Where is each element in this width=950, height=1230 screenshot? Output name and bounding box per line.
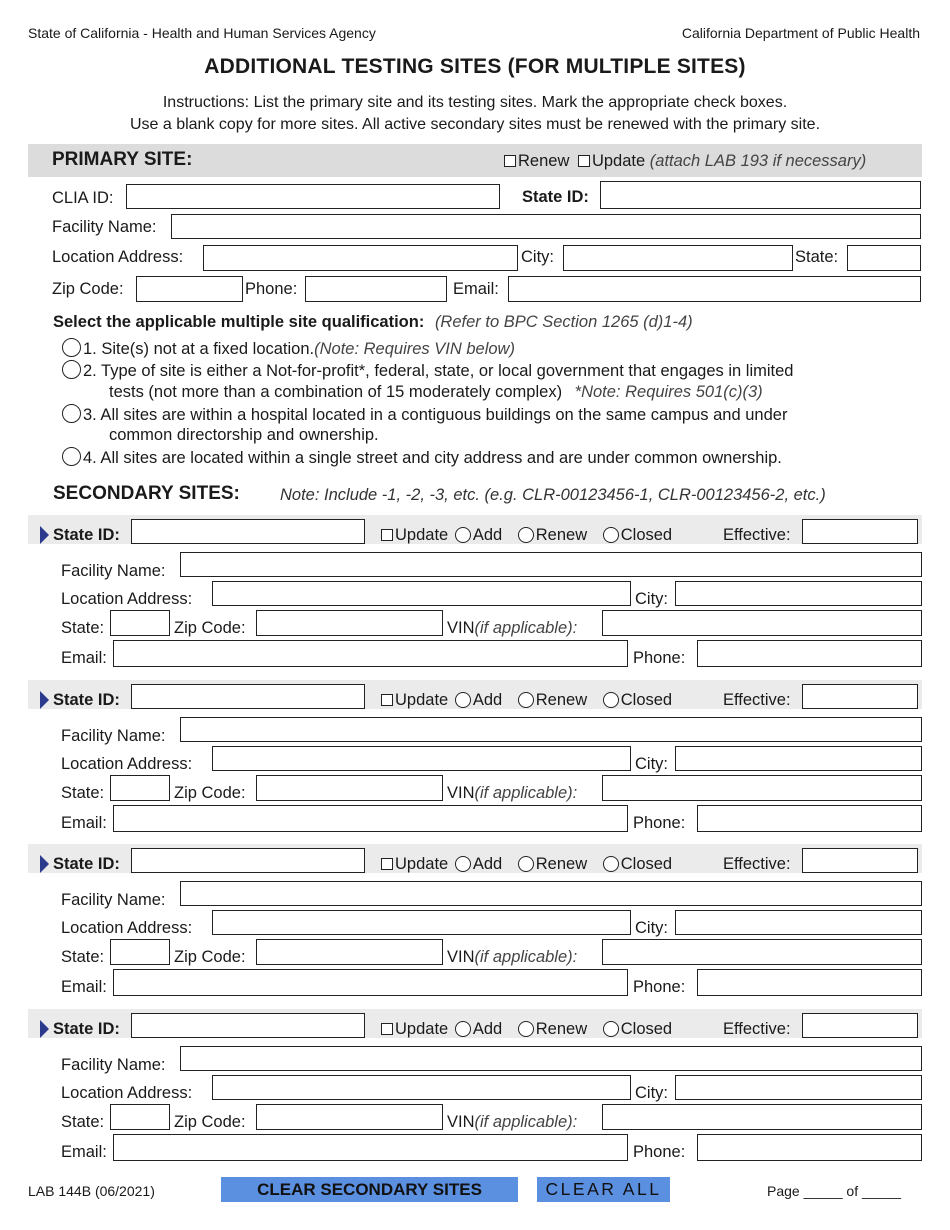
- secondary-vin-input[interactable]: [602, 939, 922, 965]
- secondary-effective-input[interactable]: [802, 1013, 918, 1038]
- secondary-state-label: State:: [61, 1113, 105, 1131]
- renew-checkbox[interactable]: [504, 155, 516, 167]
- secondary-phone-label: Phone:: [633, 814, 686, 832]
- qualification-1-radio[interactable]: [62, 338, 81, 357]
- secondary-effective-label: Effective:: [723, 691, 791, 709]
- qualification-option-2-cont: [109, 382, 763, 404]
- secondary-vin-label: VIN: [447, 619, 475, 637]
- secondary-address-label: Location Address:: [61, 590, 193, 608]
- secondary-renew-label: Renew: [535, 855, 588, 873]
- secondary-add-label: Add: [472, 691, 503, 709]
- secondary-phone-label: Phone:: [633, 649, 686, 667]
- secondary-zip-input[interactable]: [256, 939, 443, 965]
- secondary-update-label: Update: [395, 691, 449, 709]
- qualification-3-text: 3. All sites are within a hospital located in a contiguous buildings on the same campus and under: [83, 406, 788, 424]
- qualification-option-3: [62, 404, 787, 427]
- secondary-zip-label: Zip Code:: [174, 1113, 246, 1131]
- qualification-option-4: [62, 447, 782, 470]
- secondary-city-label: City:: [635, 919, 668, 937]
- primary-phone-label: Phone:: [245, 280, 298, 298]
- secondary-zip-input[interactable]: [256, 1104, 443, 1130]
- primary-state-label: State:: [795, 248, 839, 266]
- page-number: Page _____ of _____: [767, 1183, 901, 1199]
- secondary-vin-label: VIN: [447, 1113, 475, 1131]
- primary-state-id-input[interactable]: [600, 181, 921, 209]
- secondary-phone-input[interactable]: [697, 969, 922, 996]
- section-arrow-icon: [40, 526, 49, 544]
- secondary-status-options: [381, 854, 672, 874]
- secondary-vin-note: (if applicable):: [474, 619, 578, 637]
- renew-label: Renew: [518, 152, 570, 170]
- secondary-state-id-label: State ID:: [53, 855, 120, 873]
- secondary-zip-label: Zip Code:: [174, 948, 246, 966]
- secondary-effective-input[interactable]: [802, 519, 918, 544]
- secondary-sites-note: Note: Include -1, -2, -3, etc. (e.g. CLR-00123456-1, CLR-00123456-2, etc.): [280, 486, 826, 504]
- secondary-update-label: Update: [395, 1020, 449, 1038]
- form-id: LAB 144B (06/2021): [28, 1183, 155, 1199]
- primary-facility-label: Facility Name:: [52, 218, 157, 236]
- clia-id-input[interactable]: [126, 184, 500, 209]
- secondary-email-input[interactable]: [113, 640, 628, 667]
- secondary-add-radio[interactable]: [455, 1021, 471, 1037]
- secondary-state-input[interactable]: [110, 939, 170, 965]
- secondary-update-checkbox[interactable]: [381, 858, 393, 870]
- secondary-zip-label: Zip Code:: [174, 619, 246, 637]
- primary-state-input[interactable]: [847, 245, 921, 271]
- secondary-email-label: Email:: [61, 978, 107, 996]
- secondary-status-options: [381, 1019, 672, 1039]
- secondary-state-id-input[interactable]: [131, 848, 365, 873]
- secondary-vin-note: (if applicable):: [474, 948, 578, 966]
- secondary-state-label: State:: [61, 948, 105, 966]
- secondary-add-label: Add: [472, 855, 503, 873]
- secondary-email-input[interactable]: [113, 969, 628, 996]
- primary-status-options: [504, 151, 866, 171]
- secondary-facility-input[interactable]: [180, 552, 922, 577]
- secondary-vin-note: (if applicable):: [474, 1113, 578, 1131]
- secondary-effective-label: Effective:: [723, 1020, 791, 1038]
- secondary-facility-input[interactable]: [180, 717, 922, 742]
- secondary-phone-label: Phone:: [633, 978, 686, 996]
- secondary-address-label: Location Address:: [61, 919, 193, 937]
- secondary-status-options: [381, 690, 672, 710]
- secondary-update-label: Update: [395, 855, 449, 873]
- instructions-line-1: Instructions: List the primary site and its testing sites. Mark the appropriate check boxes.: [162, 94, 788, 111]
- secondary-state-id-label: State ID:: [53, 1020, 120, 1038]
- qualification-2-text: 2. Type of site is either a Not-for-profit*, federal, state, or local government that engages in limited: [83, 362, 794, 380]
- secondary-renew-label: Renew: [535, 526, 588, 544]
- secondary-closed-radio[interactable]: [603, 527, 619, 543]
- secondary-state-id-input[interactable]: [131, 519, 365, 544]
- secondary-vin-input[interactable]: [602, 1104, 922, 1130]
- secondary-facility-label: Facility Name:: [61, 562, 166, 580]
- primary-zip-input[interactable]: [136, 276, 243, 302]
- secondary-effective-label: Effective:: [723, 855, 791, 873]
- qualification-option-1: [62, 338, 515, 361]
- qualification-4-radio[interactable]: [62, 447, 81, 466]
- secondary-sites-title: SECONDARY SITES:: [53, 483, 240, 504]
- qualification-4-text: 4. All sites are located within a single street and city address and are under common ownership.: [83, 449, 782, 467]
- secondary-address-label: Location Address:: [61, 1084, 193, 1102]
- secondary-email-label: Email:: [61, 814, 107, 832]
- secondary-city-input[interactable]: [675, 746, 922, 771]
- form-title: ADDITIONAL TESTING SITES (FOR MULTIPLE SITES): [204, 55, 746, 78]
- clia-id-label: CLIA ID:: [52, 189, 114, 207]
- department-header: California Department of Public Health: [681, 25, 920, 41]
- qualification-3-radio[interactable]: [62, 404, 81, 423]
- qualification-1-text: 1. Site(s) not at a fixed location.: [83, 340, 315, 358]
- secondary-vin-label-row: [447, 618, 577, 638]
- secondary-update-label: Update: [395, 526, 449, 544]
- secondary-effective-input[interactable]: [802, 848, 918, 873]
- qualification-3-text-cont: common directorship and ownership.: [109, 426, 379, 444]
- secondary-add-label: Add: [472, 526, 503, 544]
- update-label: Update: [591, 152, 646, 170]
- qualification-2-text-cont: tests (not more than a combination of 15 moderately complex): [109, 383, 563, 401]
- secondary-phone-input[interactable]: [697, 640, 922, 667]
- secondary-update-checkbox[interactable]: [381, 529, 393, 541]
- secondary-city-input[interactable]: [675, 910, 922, 935]
- secondary-address-input[interactable]: [212, 581, 631, 606]
- secondary-renew-radio[interactable]: [518, 856, 534, 872]
- secondary-state-id-label: State ID:: [53, 526, 120, 544]
- secondary-email-label: Email:: [61, 649, 107, 667]
- qualification-prompt-row: [53, 312, 693, 334]
- primary-city-input[interactable]: [563, 245, 793, 271]
- secondary-status-options: [381, 525, 672, 545]
- secondary-effective-label: Effective:: [723, 526, 791, 544]
- secondary-email-input[interactable]: [113, 805, 628, 832]
- secondary-city-label: City:: [635, 755, 668, 773]
- secondary-zip-label: Zip Code:: [174, 784, 246, 802]
- secondary-add-radio[interactable]: [455, 856, 471, 872]
- secondary-city-label: City:: [635, 590, 668, 608]
- secondary-vin-note: (if applicable):: [474, 784, 578, 802]
- secondary-closed-radio[interactable]: [603, 692, 619, 708]
- update-note: (attach LAB 193 if necessary): [649, 152, 867, 170]
- secondary-state-label: State:: [61, 784, 105, 802]
- qualification-prompt: Select the applicable multiple site qualification:: [53, 313, 425, 331]
- clear-all-button[interactable]: CLEAR ALL: [537, 1177, 670, 1202]
- secondary-email-input[interactable]: [113, 1134, 628, 1161]
- secondary-address-label: Location Address:: [61, 755, 193, 773]
- primary-facility-input[interactable]: [171, 214, 921, 239]
- clear-secondary-sites-button[interactable]: CLEAR SECONDARY SITES: [221, 1177, 518, 1202]
- secondary-update-checkbox[interactable]: [381, 1023, 393, 1035]
- secondary-state-input[interactable]: [110, 775, 170, 801]
- secondary-state-label: State:: [61, 619, 105, 637]
- update-checkbox[interactable]: [578, 155, 590, 167]
- primary-city-label: City:: [521, 248, 554, 266]
- secondary-renew-label: Renew: [535, 691, 588, 709]
- primary-phone-input[interactable]: [305, 276, 447, 302]
- secondary-vin-label-row: [447, 1112, 577, 1132]
- secondary-state-id-label: State ID:: [53, 691, 120, 709]
- secondary-closed-label: Closed: [620, 691, 673, 709]
- primary-state-id-label: State ID:: [522, 188, 589, 206]
- secondary-closed-radio[interactable]: [603, 856, 619, 872]
- secondary-closed-radio[interactable]: [603, 1021, 619, 1037]
- secondary-facility-label: Facility Name:: [61, 891, 166, 909]
- secondary-email-label: Email:: [61, 1143, 107, 1161]
- secondary-renew-radio[interactable]: [518, 1021, 534, 1037]
- secondary-state-input[interactable]: [110, 1104, 170, 1130]
- secondary-phone-input[interactable]: [697, 805, 922, 832]
- secondary-renew-label: Renew: [535, 1020, 588, 1038]
- instructions: [0, 92, 950, 136]
- secondary-city-label: City:: [635, 1084, 668, 1102]
- qualification-2-note: *Note: Requires 501(c)(3): [574, 383, 763, 401]
- qualification-option-2: [62, 360, 793, 383]
- secondary-address-input[interactable]: [212, 1075, 631, 1100]
- secondary-effective-input[interactable]: [802, 684, 918, 709]
- secondary-vin-input[interactable]: [602, 610, 922, 636]
- secondary-address-input[interactable]: [212, 910, 631, 935]
- primary-address-label: Location Address:: [52, 248, 184, 266]
- primary-address-input[interactable]: [203, 245, 518, 271]
- secondary-renew-radio[interactable]: [518, 527, 534, 543]
- secondary-facility-label: Facility Name:: [61, 727, 166, 745]
- secondary-facility-input[interactable]: [180, 1046, 922, 1071]
- primary-email-input[interactable]: [508, 276, 921, 302]
- secondary-state-id-input[interactable]: [131, 1013, 365, 1038]
- secondary-closed-label: Closed: [620, 1020, 673, 1038]
- secondary-phone-label: Phone:: [633, 1143, 686, 1161]
- secondary-facility-input[interactable]: [180, 881, 922, 906]
- agency-header: State of California - Health and Human Services Agency: [28, 25, 376, 41]
- secondary-add-radio[interactable]: [455, 527, 471, 543]
- secondary-vin-input[interactable]: [602, 775, 922, 801]
- secondary-closed-label: Closed: [620, 855, 673, 873]
- qualification-ref: (Refer to BPC Section 1265 (d)1-4): [434, 313, 693, 331]
- section-arrow-icon: [40, 855, 49, 873]
- primary-site-title: PRIMARY SITE:: [52, 149, 193, 170]
- primary-email-label: Email:: [453, 280, 499, 298]
- secondary-update-checkbox[interactable]: [381, 694, 393, 706]
- secondary-zip-input[interactable]: [256, 775, 443, 801]
- secondary-state-id-input[interactable]: [131, 684, 365, 709]
- qualification-1-note: (Note: Requires VIN below): [314, 340, 515, 358]
- secondary-city-input[interactable]: [675, 581, 922, 606]
- secondary-add-label: Add: [472, 1020, 503, 1038]
- secondary-phone-input[interactable]: [697, 1134, 922, 1161]
- secondary-state-input[interactable]: [110, 610, 170, 636]
- qualification-2-radio[interactable]: [62, 360, 81, 379]
- secondary-vin-label: VIN: [447, 948, 475, 966]
- secondary-facility-label: Facility Name:: [61, 1056, 166, 1074]
- secondary-city-input[interactable]: [675, 1075, 922, 1100]
- secondary-vin-label: VIN: [447, 784, 475, 802]
- primary-zip-label: Zip Code:: [52, 280, 124, 298]
- secondary-vin-label-row: [447, 783, 577, 803]
- secondary-address-input[interactable]: [212, 746, 631, 771]
- secondary-add-radio[interactable]: [455, 692, 471, 708]
- secondary-closed-label: Closed: [620, 526, 673, 544]
- secondary-zip-input[interactable]: [256, 610, 443, 636]
- section-arrow-icon: [40, 691, 49, 709]
- secondary-renew-radio[interactable]: [518, 692, 534, 708]
- secondary-vin-label-row: [447, 947, 577, 967]
- instructions-line-2: Use a blank copy for more sites. All active secondary sites must be renewed with the primary site.: [129, 116, 821, 133]
- section-arrow-icon: [40, 1020, 49, 1038]
